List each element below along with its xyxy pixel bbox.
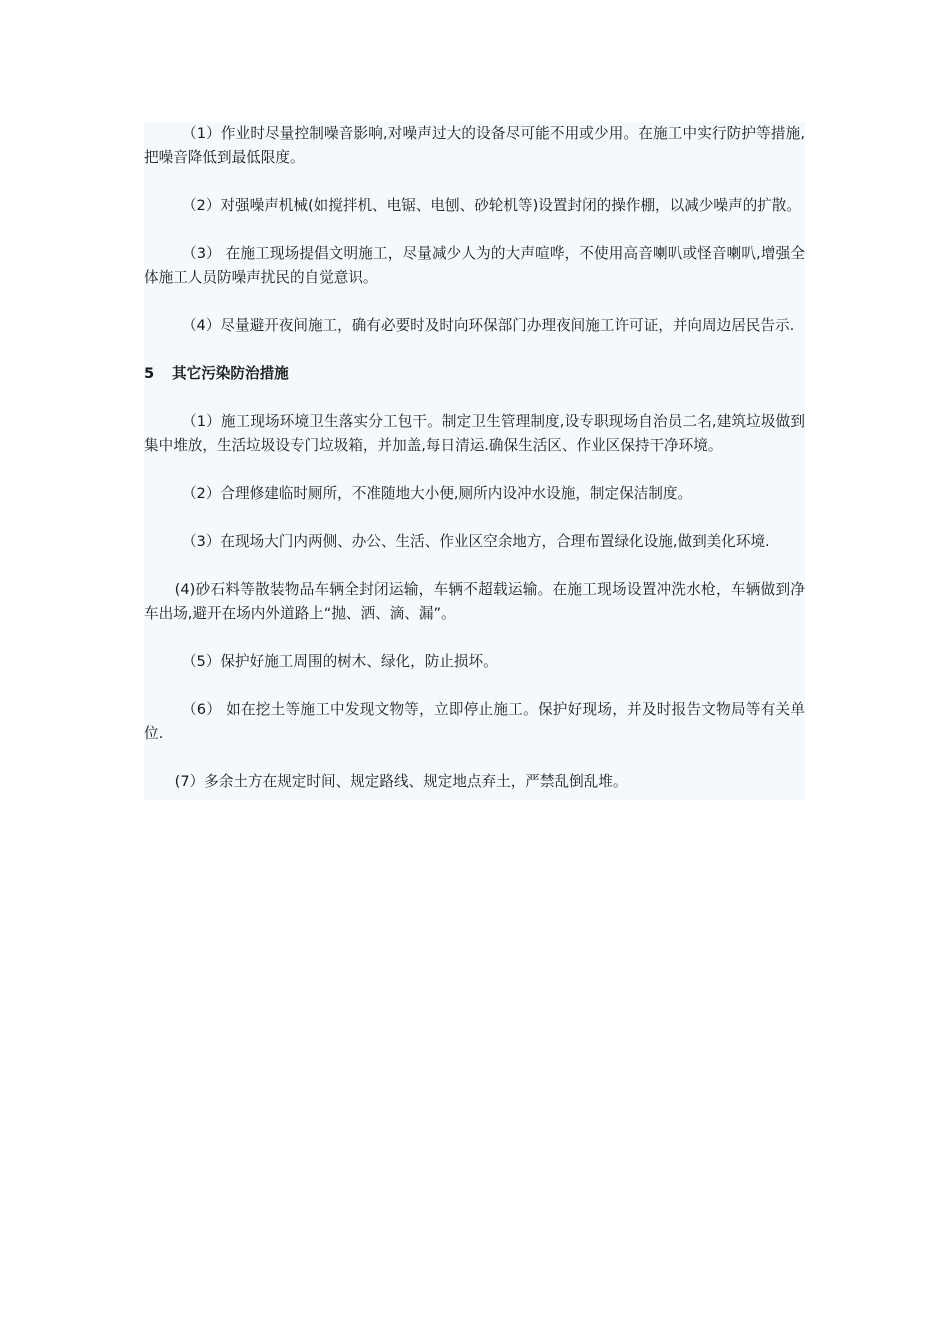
paragraph-other-4: (4)砂石料等散装物品车辆全封闭运输，车辆不超载运输。在施工现场设置冲洗水枪，车辆做到净车出场,避开在场内外道路上“抛、洒、滴、漏”。 bbox=[144, 581, 805, 622]
paragraph-noise-4: （4）尽量避开夜间施工，确有必要时及时向环保部门办理夜间施工许可证，并向周边居民告示. bbox=[181, 317, 795, 334]
paragraph-noise-1: （1）作业时尽量控制噪音影响,对噪声过大的设备尽可能不用或少用。在施工中实行防护等措施,把噪音降低到最低限度。 bbox=[144, 125, 805, 166]
document-body bbox=[144, 122, 805, 800]
section-heading bbox=[144, 362, 805, 386]
section-title: 其它污染防治措施 bbox=[172, 365, 289, 382]
paragraph-other-6: （6） 如在挖土等施工中发现文物等，立即停止施工。保护好现场，并及时报告文物局等有关单位. bbox=[144, 701, 805, 742]
paragraph-other-5: （5）保护好施工周围的树木、绿化，防止损坏。 bbox=[181, 653, 498, 670]
paragraph-other-1: （1）施工现场环境卫生落实分工包干。制定卫生管理制度,设专职现场自治员二名,建筑垃圾做到集中堆放，生活垃圾设专门垃圾箱，并加盖,每日清运.确保生活区、作业区保持干净环境。 bbox=[144, 413, 805, 454]
paragraph-other-2: （2）合理修建临时厕所，不准随地大小便,厕所内设冲水设施，制定保洁制度。 bbox=[181, 485, 693, 502]
paragraph-other-7: (7）多余土方在规定时间、规定路线、规定地点弃土，严禁乱倒乱堆。 bbox=[174, 773, 628, 790]
section-number: 5 bbox=[144, 365, 155, 382]
paragraph-noise-2: （2）对强噪声机械(如搅拌机、电锯、电刨、砂轮机等)设置封闭的操作棚，以减少噪声的扩散。 bbox=[181, 197, 801, 214]
paragraph-other-3: （3）在现场大门内两侧、办公、生活、作业区空余地方，合理布置绿化设施,做到美化环境. bbox=[181, 533, 770, 550]
paragraph-noise-3: （3） 在施工现场提倡文明施工，尽量减少人为的大声喧哗，不使用高音喇叭或怪音喇叭,增强全体施工人员防噪声扰民的自觉意识。 bbox=[144, 245, 805, 286]
